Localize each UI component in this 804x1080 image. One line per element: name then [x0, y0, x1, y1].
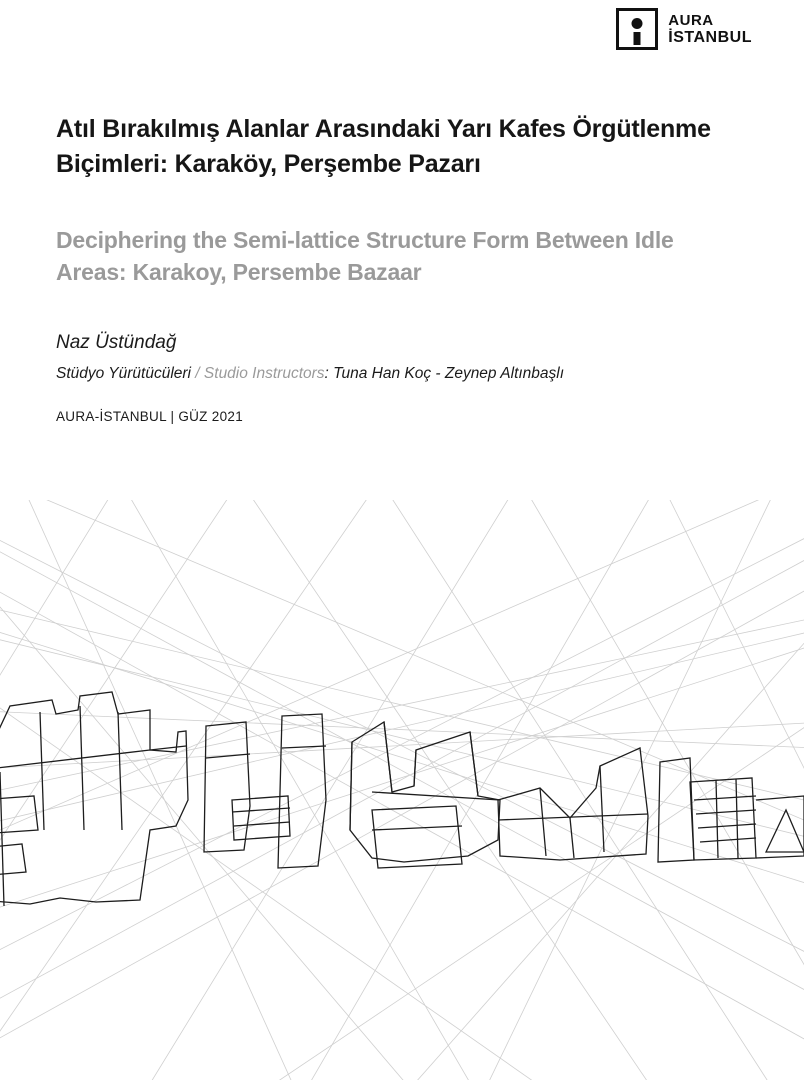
logo-block: [616, 8, 752, 50]
instructors-names: : Tuna Han Koç - Zeynep Altınbaşlı: [324, 365, 565, 383]
author-name: Naz Üstündağ: [56, 332, 177, 354]
instructors-separator: /: [191, 365, 204, 383]
logo-wordmark: [668, 13, 752, 46]
logo-line-1: AURA: [668, 11, 714, 29]
line-drawing-svg: [0, 500, 804, 1080]
institution-and-term: AURA-İSTANBUL | GÜZ 2021: [56, 409, 244, 425]
architectural-line-drawing: [0, 500, 804, 1080]
aura-istanbul-logo-mark-icon: [616, 8, 658, 50]
logo-dot: [632, 18, 643, 29]
studio-instructors: [56, 365, 736, 383]
page-title-english: Deciphering the Semi-lattice Structure Form Between Idle Areas: Karakoy, Persembe Bazaar: [56, 227, 674, 285]
instructors-label-english: Studio Instructors: [203, 365, 325, 383]
instructors-label-turkish: Stüdyo Yürütücüleri: [56, 365, 191, 383]
cover-text-block: [56, 112, 736, 424]
page-title-turkish: Atıl Bırakılmış Alanlar Arasındaki Yarı Kafes Örgütlenme Biçimleri: Karaköy, Perşembe Pazarı: [56, 115, 711, 178]
logo-stem: [634, 32, 641, 45]
logo-line-2: İSTANBUL: [668, 28, 752, 46]
building-massing-outlines: [0, 692, 804, 906]
